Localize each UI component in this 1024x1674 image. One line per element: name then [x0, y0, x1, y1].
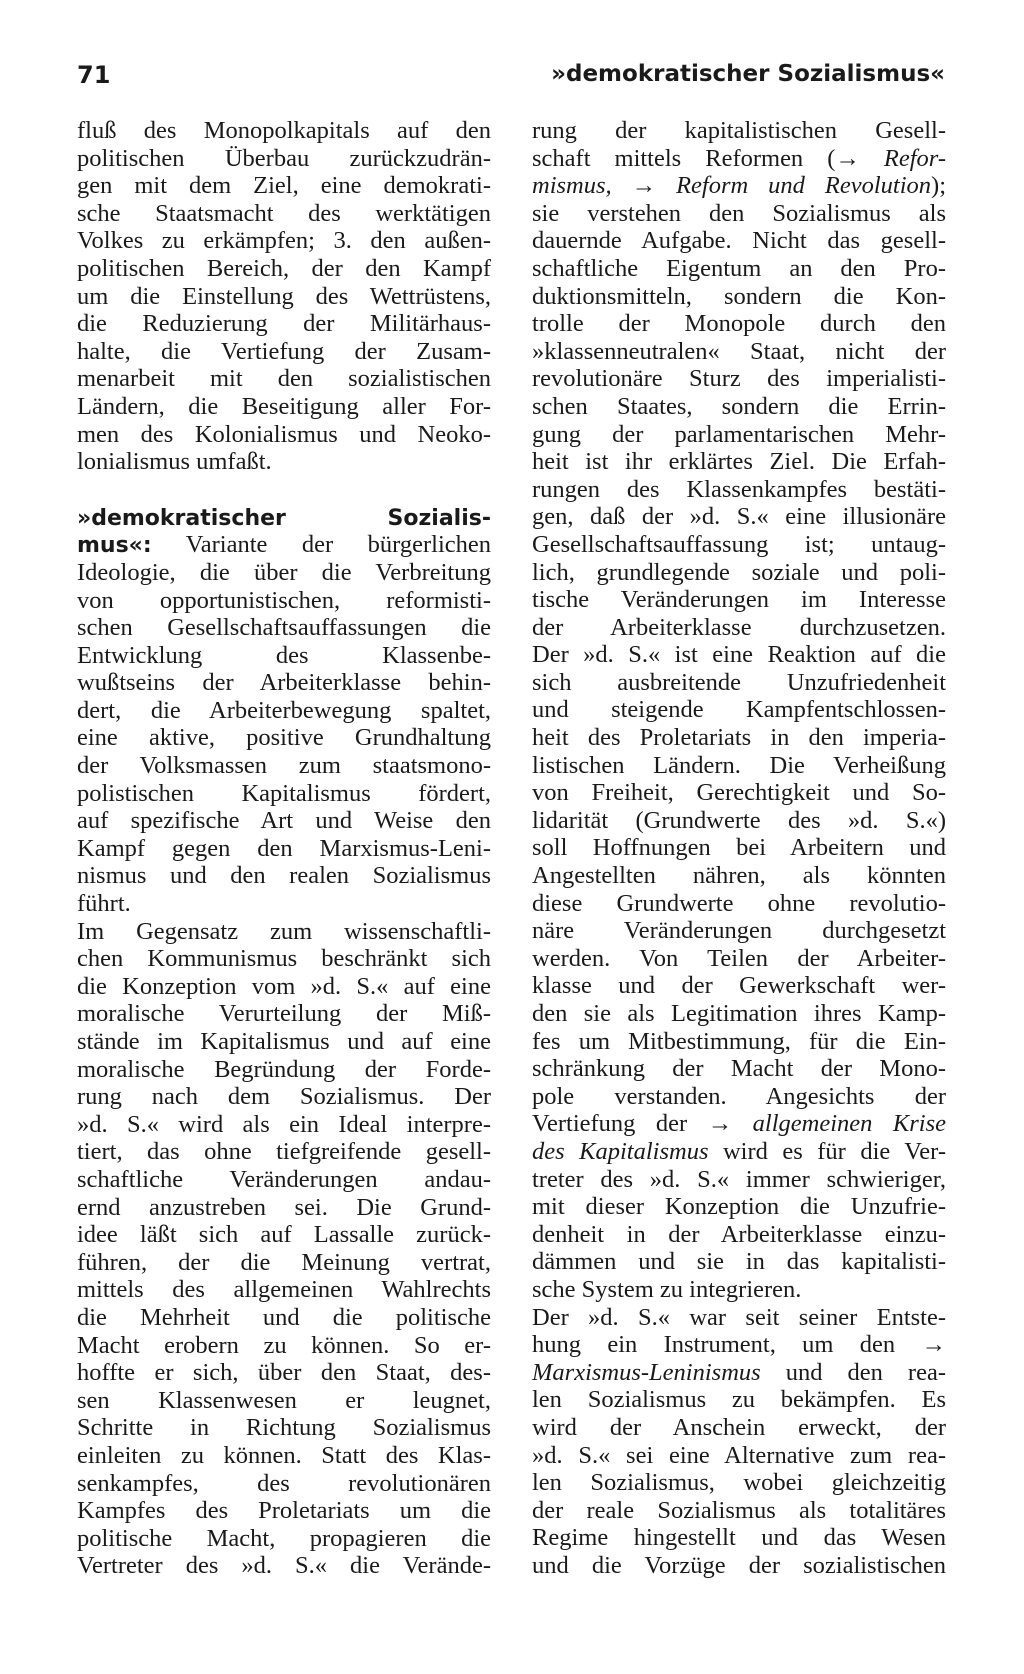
text-line — [532, 172, 946, 200]
line-text: Schritte in Richtung Sozialismus — [77, 1414, 491, 1442]
text-line — [77, 1249, 491, 1277]
page-header — [77, 61, 945, 101]
text-line — [532, 614, 946, 642]
line-text: eine aktive, positive Grundhaltung — [77, 724, 491, 752]
text-line — [77, 945, 491, 973]
line-text: men des Kolonialismus und Neoko- — [77, 420, 491, 448]
line-text: rungen des Klassenkampfes bestäti- — [532, 475, 946, 503]
entry-headword: »demokratischer Sozialis- — [77, 505, 491, 531]
line-text: und steigende Kampfentschlossen- — [532, 696, 946, 724]
line-text: und den rea- — [760, 1358, 946, 1386]
line-text: sche Staatsmacht des werktätigen — [77, 199, 491, 227]
line-text: auf spezifische Art und Weise den — [77, 807, 491, 835]
text-line — [77, 1111, 491, 1139]
line-text: schaftliche Veränderungen andau- — [77, 1165, 491, 1193]
line-text: schränkung der Macht der Mono- — [532, 1055, 946, 1083]
line-text: rung der kapitalistischen Gesell- — [532, 117, 946, 144]
text-line — [532, 586, 946, 614]
line-text: die Reduzierung der Militärhaus- — [77, 310, 491, 338]
line-text: tiert, das ohne tiefgreifende gesell- — [77, 1138, 491, 1166]
line-text: klasse und der Gewerkschaft wer- — [532, 972, 946, 1000]
text-line — [77, 890, 491, 918]
line-text: Regime hingestellt und das Wesen — [532, 1524, 946, 1552]
line-text: führt. — [77, 890, 131, 918]
line-text: heit ist ihr erklärtes Ziel. Die Erfah- — [532, 448, 946, 476]
line-text: gen, daß der »d. S.« eine illusionäre — [532, 503, 946, 531]
line-text: schaftliche Eigentum an den Pro- — [532, 254, 946, 282]
running-head: »demokratischer Sozialismus« — [551, 61, 945, 87]
line-text: dämmen und sie in das kapitalisti- — [532, 1248, 946, 1276]
cross-reference: Marxismus-Leninismus — [532, 1358, 761, 1386]
text-line — [77, 1083, 491, 1111]
text-line — [532, 1359, 946, 1387]
line-text: listischen Ländern. Die Verheißung — [532, 751, 946, 779]
text-line — [532, 476, 946, 504]
line-text: der Volksmassen zum staatsmono- — [77, 752, 491, 780]
line-text: Volkes zu erkämpfen; 3. den außen- — [77, 227, 491, 255]
text-line — [532, 559, 946, 587]
line-text: soll Hoffnungen bei Arbeitern und — [532, 834, 946, 862]
text-line — [77, 835, 491, 863]
line-text: len Sozialismus, wobei gleichzeitig — [532, 1469, 946, 1497]
text-line — [532, 1083, 946, 1111]
line-text: sie verstehen den Sozialismus als — [532, 199, 946, 227]
text-line — [532, 1469, 946, 1497]
line-text: politischen Bereich, der den Kampf — [77, 254, 491, 282]
line-text: Macht erobern zu können. So er- — [77, 1331, 491, 1359]
line-text: nismus und den realen Sozialismus — [77, 862, 491, 890]
cross-reference: → Refor- — [835, 144, 946, 172]
text-line — [532, 1304, 946, 1332]
text-line — [532, 1110, 946, 1138]
text-line — [77, 587, 491, 615]
text-line — [532, 1497, 946, 1525]
line-text: menarbeit mit den sozialistischen — [77, 365, 491, 393]
line-text: die Mehrheit und die politische — [77, 1303, 491, 1331]
line-text: Angestellten nähren, als könnten — [532, 862, 946, 890]
line-text: »klassenneutralen« Staat, nicht der — [532, 337, 946, 365]
line-text: Vertreter des »d. S.« die Verände- — [77, 1552, 491, 1580]
text-line — [77, 172, 491, 200]
line-text: chen Kommunismus beschränkt sich — [77, 945, 491, 973]
text-line — [77, 365, 491, 393]
line-text: die Konzeption vom »d. S.« auf eine — [77, 972, 491, 1000]
line-text: politische Macht, propagieren die — [77, 1524, 491, 1552]
text-line — [532, 1552, 946, 1580]
left-column — [77, 117, 491, 1580]
line-text: lidarität (Grundwerte des »d. S.«) — [532, 806, 946, 834]
text-line — [77, 1525, 491, 1553]
text-line — [77, 1194, 491, 1222]
line-text: von opportunistischen, reformisti- — [77, 586, 491, 614]
text-line — [77, 697, 491, 725]
text-line — [77, 1138, 491, 1166]
text-line — [532, 724, 946, 752]
text-line — [77, 448, 491, 476]
line-text: einleiten zu können. Statt des Klas- — [77, 1441, 491, 1469]
text-line — [77, 1442, 491, 1470]
text-line — [532, 807, 946, 835]
line-text: politischen Überbau zurückzudrän- — [77, 144, 491, 172]
line-text: Vertiefung der — [532, 1110, 708, 1138]
text-line — [77, 724, 491, 752]
line-text: halte, die Vertiefung der Zusam- — [77, 337, 491, 365]
text-line — [532, 1028, 946, 1056]
entry-headword: mus«: — [77, 533, 152, 559]
text-line — [532, 1414, 946, 1442]
text-line — [532, 945, 946, 973]
text-line — [532, 255, 946, 283]
text-line — [77, 973, 491, 1001]
text-line — [77, 421, 491, 449]
line-text: »d. S.« sei eine Alternative zum rea- — [532, 1441, 946, 1469]
text-line — [532, 641, 946, 669]
text-line — [532, 531, 946, 559]
text-line — [77, 255, 491, 283]
text-line — [77, 1056, 491, 1084]
text-line — [77, 752, 491, 780]
line-text: schen Staates, sondern die Errin- — [532, 392, 946, 420]
text-line — [532, 145, 946, 173]
line-text: diese Grundwerte ohne revolutio- — [532, 889, 946, 917]
line-text: sich ausbreitende Unzufriedenheit — [532, 668, 946, 696]
text-line — [77, 504, 491, 532]
text-line — [77, 559, 491, 587]
line-text: Ideologie, die über die Verbreitung — [77, 558, 491, 586]
line-text: Variante der bürgerlichen — [151, 531, 491, 559]
line-text: fluß des Monopolkapitals auf den — [77, 117, 491, 144]
text-line — [532, 779, 946, 807]
text-line — [77, 338, 491, 366]
text-line — [532, 917, 946, 945]
text-line — [532, 1166, 946, 1194]
line-text: werden. Von Teilen der Arbeiter- — [532, 944, 946, 972]
text-line — [77, 145, 491, 173]
right-column — [532, 117, 946, 1579]
text-line — [77, 227, 491, 255]
text-line — [532, 1193, 946, 1221]
text-line — [77, 669, 491, 697]
text-line — [532, 421, 946, 449]
line-text: gen mit dem Ziel, eine demokrati- — [77, 172, 491, 200]
line-text: der reale Sozialismus als totalitäres — [532, 1496, 946, 1524]
line-text: »d. S.« wird als ein Ideal interpre- — [77, 1110, 491, 1138]
text-line — [532, 1442, 946, 1470]
text-line — [77, 393, 491, 421]
text-line — [532, 890, 946, 918]
text-line — [77, 1028, 491, 1056]
paragraph-gap — [77, 476, 491, 504]
text-line — [77, 200, 491, 228]
line-text: trolle der Monopole durch den — [532, 310, 946, 338]
text-line — [77, 614, 491, 642]
text-line — [77, 1414, 491, 1442]
line-text: revolutionäre Sturz des imperialisti- — [532, 365, 946, 393]
line-text: sche System zu integrieren. — [532, 1275, 802, 1303]
line-text: heit des Proletariats in den imperia- — [532, 724, 946, 752]
line-text: wird es für die Ver- — [708, 1137, 946, 1165]
line-text: denheit in der Arbeiterklasse einzu- — [532, 1220, 946, 1248]
text-line — [532, 1276, 946, 1304]
text-line — [532, 227, 946, 255]
line-text: den sie als Legitimation ihres Kamp- — [532, 1000, 946, 1027]
line-text: Ländern, die Beseitigung aller For- — [77, 392, 491, 420]
text-line — [532, 338, 946, 366]
line-text: hung ein Instrument, um den → — [532, 1331, 946, 1359]
text-line — [532, 365, 946, 393]
line-text: mit dieser Konzeption die Unzufrie- — [532, 1193, 946, 1221]
text-line — [77, 1166, 491, 1194]
line-text: wußtseins der Arbeiterklasse behin- — [77, 669, 491, 697]
line-text: rung nach dem Sozialismus. Der — [77, 1083, 491, 1111]
line-text: len Sozialismus zu bekämpfen. Es — [532, 1386, 946, 1414]
line-text: senkampfes, des revolutionären — [77, 1469, 491, 1497]
text-line — [77, 1470, 491, 1498]
line-text: dert, die Arbeiterbewegung spaltet, — [77, 696, 491, 724]
text-line — [532, 393, 946, 421]
text-line — [532, 117, 946, 145]
text-line — [77, 1000, 491, 1028]
line-text: Der »d. S.« ist eine Reaktion auf die — [532, 641, 946, 669]
line-text: mittels des allgemeinen Wahlrechts — [77, 1276, 491, 1304]
line-text: Kampf gegen den Marxismus-Leni- — [77, 834, 491, 862]
line-text: dauernde Aufgabe. Nicht das gesell- — [532, 227, 946, 255]
line-text: Kampfes des Proletariats um die — [77, 1497, 491, 1525]
text-line — [532, 834, 946, 862]
text-line — [77, 310, 491, 338]
line-text: und die Vorzüge der sozialistischen — [532, 1551, 946, 1579]
line-text: Der »d. S.« war seit seiner Entste- — [532, 1303, 946, 1331]
line-text: moralische Verurteilung der Miß- — [77, 1000, 491, 1028]
line-text: Entwicklung des Klassenbe- — [77, 641, 491, 669]
line-text: ernd anzustreben sei. Die Grund- — [77, 1193, 491, 1221]
line-text: hoffte er sich, über den Staat, des- — [77, 1359, 491, 1387]
text-line — [532, 1055, 946, 1083]
text-line — [77, 117, 491, 145]
text-line — [77, 1552, 491, 1580]
line-text: von Freiheit, Gerechtigkeit und So- — [532, 779, 946, 807]
line-text: lich, grundlegende soziale und poli- — [532, 558, 946, 586]
text-line — [77, 1497, 491, 1525]
text-line — [532, 200, 946, 228]
page-number: 71 — [77, 61, 111, 89]
line-text: polistischen Kapitalismus fördert, — [77, 779, 491, 807]
text-line — [532, 283, 946, 311]
text-line — [532, 752, 946, 780]
text-line — [77, 807, 491, 835]
line-text: ); — [931, 172, 946, 200]
line-text: führen, der die Meinung vertrat, — [77, 1248, 491, 1276]
text-line — [532, 1138, 946, 1166]
line-text: duktionsmitteln, sondern die Kon- — [532, 282, 946, 310]
line-text: gung der parlamentarischen Mehr- — [532, 420, 946, 448]
text-line — [77, 1276, 491, 1304]
line-text: idee läßt sich auf Lassalle zurück- — [77, 1221, 491, 1249]
line-text: der Arbeiterklasse durchzusetzen. — [532, 613, 946, 641]
text-line — [532, 503, 946, 531]
text-line — [532, 1000, 946, 1028]
text-line — [532, 1331, 946, 1359]
text-line — [77, 283, 491, 311]
text-line — [532, 310, 946, 338]
line-text: Gesellschaftsauffassung ist; untaug- — [532, 530, 946, 558]
cross-reference: des Kapitalismus — [532, 1137, 709, 1165]
line-text: sen Klassenwesen er leugnet, — [77, 1386, 491, 1414]
text-line — [77, 1359, 491, 1387]
cross-reference: mismus, → Reform und Revolution — [532, 172, 932, 200]
text-line — [532, 1248, 946, 1276]
line-text: fes um Mitbestimmung, für die Ein- — [532, 1027, 946, 1055]
line-text: treter des »d. S.« immer schwieriger, — [532, 1165, 946, 1193]
text-line — [77, 642, 491, 670]
text-line — [77, 531, 491, 559]
line-text: pole verstanden. Angesichts der — [532, 1082, 946, 1110]
text-line — [77, 1221, 491, 1249]
line-text: stände im Kapitalismus und auf eine — [77, 1028, 491, 1055]
line-text: schen Gesellschaftsauffassungen die — [77, 614, 491, 642]
text-line — [532, 972, 946, 1000]
line-text: Im Gegensatz zum wissenschaftli- — [77, 917, 491, 945]
text-line — [77, 1332, 491, 1360]
text-line — [532, 669, 946, 697]
text-line — [77, 918, 491, 946]
text-line — [77, 862, 491, 890]
text-line — [532, 1221, 946, 1249]
line-text: tische Veränderungen im Interesse — [532, 586, 946, 614]
text-line — [532, 696, 946, 724]
line-text: lonialismus umfaßt. — [77, 448, 272, 476]
text-line — [532, 862, 946, 890]
text-line — [77, 780, 491, 808]
line-text: wird der Anschein erweckt, der — [532, 1413, 946, 1441]
text-line — [532, 448, 946, 476]
text-line — [532, 1524, 946, 1552]
cross-reference: → allgemeinen Krise — [707, 1110, 946, 1138]
line-text: schaft mittels Reformen ( — [532, 144, 836, 172]
text-line — [77, 1387, 491, 1415]
line-text: näre Veränderungen durchgesetzt — [532, 917, 946, 945]
line-text: moralische Begründung der Forde- — [77, 1055, 491, 1083]
line-text: um die Einstellung des Wettrüstens, — [77, 282, 491, 310]
text-line — [532, 1386, 946, 1414]
text-line — [77, 1304, 491, 1332]
